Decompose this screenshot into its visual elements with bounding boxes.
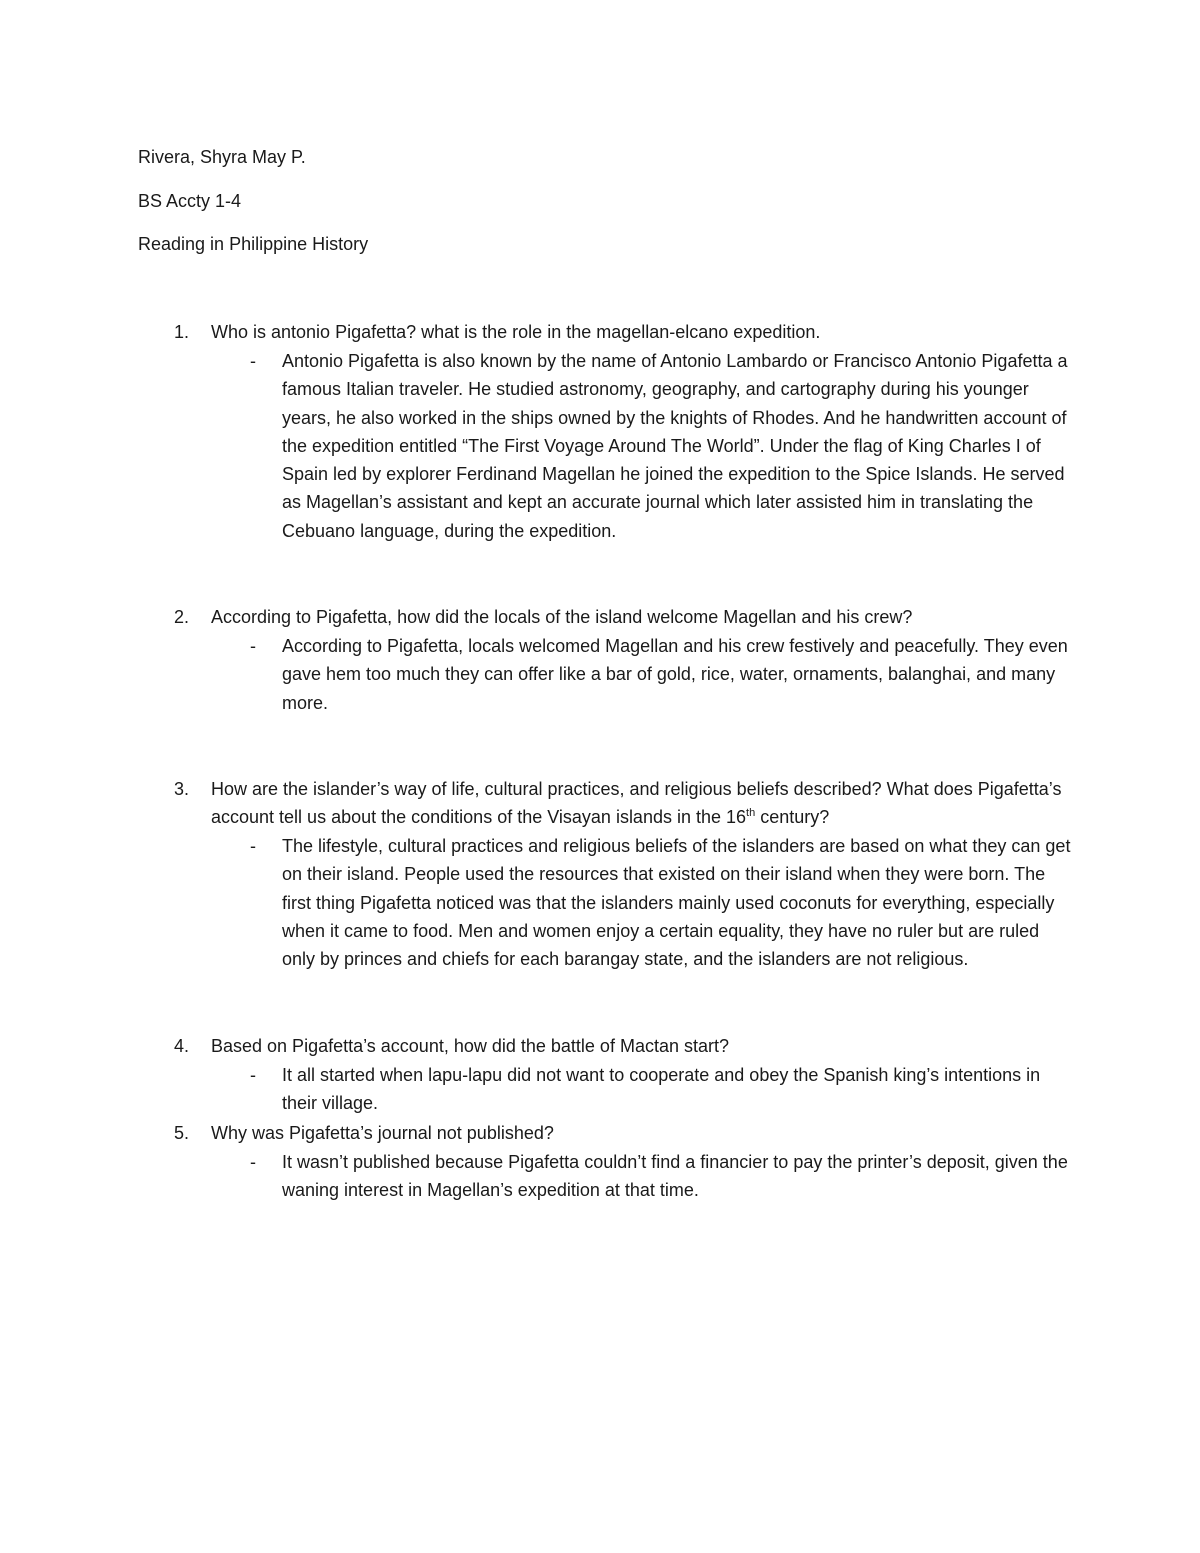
answer-text: The lifestyle, cultural practices and religious beliefs of the islanders are based on what they can get on their island. People used the resources that existed on their island when they were born. The first thing Pigafetta noticed was that the islanders mainly used coconuts for everything, especially when it came to food. Men and women enjoy a certain equality, they have no ruler but are ruled only by princes and chiefs for each barangay state, and the islanders are not religious. xyxy=(282,836,1071,970)
answer-text: It wasn’t published because Pigafetta couldn’t find a financier to pay the printer’s deposit, given the waning interest in Magellan’s expedition at that time. xyxy=(282,1152,1068,1201)
answer-marker: - xyxy=(250,636,256,656)
answer-text: According to Pigafetta, locals welcomed Magellan and his crew festively and peacefully. They even gave hem too much they can offer like a bar of gold, rice, water, ornaments, balanghai, and many more. xyxy=(282,636,1068,713)
question-text: Why was Pigafetta’s journal not published? xyxy=(211,1123,554,1143)
ordinal-suffix: th xyxy=(746,807,756,820)
answer-text: Antonio Pigafetta is also known by the name of Antonio Lambardo or Francisco Antonio Pigafetta a famous Italian traveler. He studied astronomy, geography, and cartography during his younger years, he also worked in the ships owned by the knights of Rhodes. And he handwritten account of the expedition entitled “The First Voyage Around The World”. Under the flag of King Charles I of Spain led by explorer Ferdinand Magellan he joined the expedition to the Spice Islands. He served as Magellan’s assistant and kept an accurate journal which later assisted him in translating the Cebuano language, during the expedition. xyxy=(282,351,1068,541)
question-number: 1. xyxy=(174,322,190,342)
answer-marker: - xyxy=(250,351,256,371)
question-text-part1: How are the islander’s way of life, cultural practices, and religious beliefs described? What does Pigafetta’s account tell us about the conditions of the Visayan islands in the 16 xyxy=(211,779,1062,828)
question-text: According to Pigafetta, how did the locals of the island welcome Magellan and his crew? xyxy=(211,607,913,627)
question-text: Who is antonio Pigafetta? what is the role in the magellan-elcano expedition. xyxy=(211,322,821,342)
answer-marker: - xyxy=(250,1152,256,1172)
question-text: Based on Pigafetta’s account, how did the battle of Mactan start? xyxy=(211,1036,729,1056)
student-name: Rivera, Shyra May P. xyxy=(138,147,306,167)
question-number: 5. xyxy=(174,1123,190,1143)
question-number: 2. xyxy=(174,607,190,627)
answer-marker: - xyxy=(250,836,256,856)
subject-title: Reading in Philippine History xyxy=(138,234,369,254)
question-number: 4. xyxy=(174,1036,190,1056)
question-text xyxy=(211,775,1071,832)
question-number: 3. xyxy=(174,779,190,799)
answer-text: It all started when lapu-lapu did not want to cooperate and obey the Spanish king’s intentions in their village. xyxy=(282,1065,1041,1114)
question-text-part2: century? xyxy=(755,807,830,828)
answer-marker: - xyxy=(250,1065,256,1085)
course-section: BS Accty 1-4 xyxy=(138,191,242,211)
